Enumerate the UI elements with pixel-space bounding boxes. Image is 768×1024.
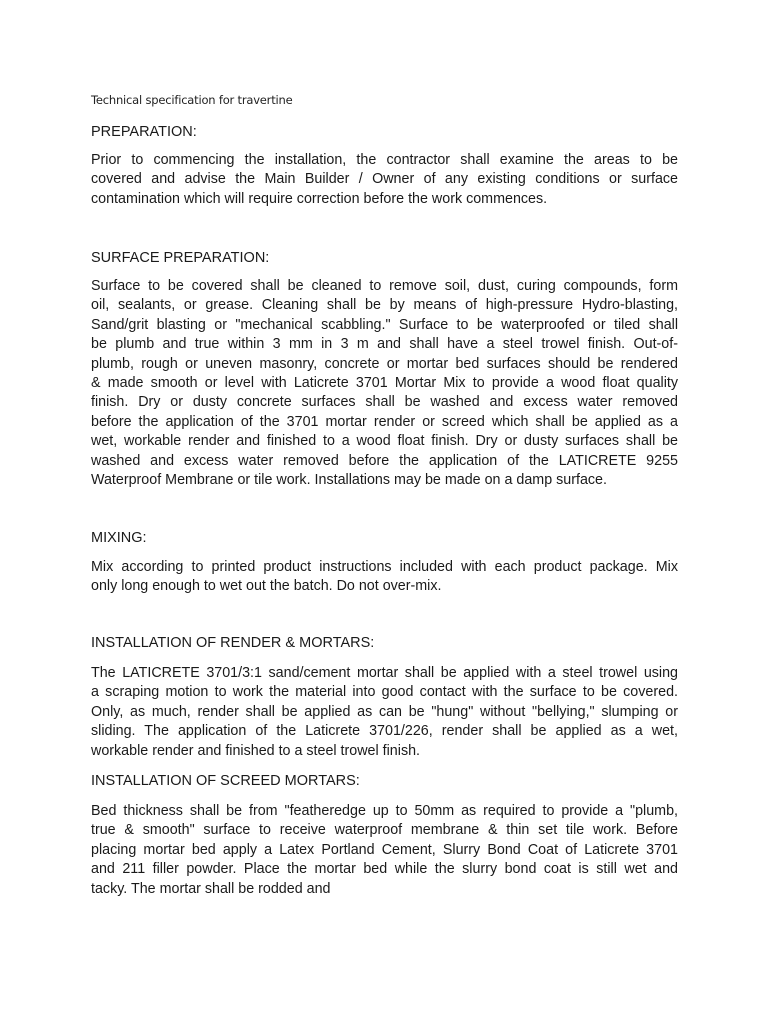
text-line: Sand/grit blasting or "mechanical scabbling." Surface to be waterproofed or tiled shall: [91, 316, 678, 333]
text-line: Mix according to printed product instructions included with each product package. Mix: [91, 559, 678, 575]
text-line: Bed thickness shall be from "featheredge up to 50mm as required to provide a "plumb,: [91, 803, 678, 819]
section-heading-preparation: PREPARATION:: [91, 124, 197, 140]
text-line: before the application of the 3701 mortar render or screed which shall be applied as a: [91, 413, 678, 430]
text-line: finish. Dry or dusty concrete surfaces shall be washed and excess water removed: [91, 394, 678, 411]
section-heading-mixing: MIXING:: [91, 530, 147, 546]
section-heading-render-mortars: INSTALLATION OF RENDER & MORTARS:: [91, 635, 375, 651]
text-line: wet, workable render and finished to a wood float finish. Dry or dusty surfaces shall be: [91, 433, 678, 450]
document-title: Technical specification for travertine: [91, 93, 293, 107]
text-line: be plumb and true within 3 mm in 3 m and shall have a steel trowel finish. Out-of-: [91, 336, 678, 353]
section-body-screed-mortars: [91, 802, 678, 899]
text-line: placing mortar bed apply a Latex Portland Cement, Slurry Bond Coat of Laticrete 3701: [91, 841, 678, 858]
text-line: sliding. The application of the Laticrete 3701/226, render shall be applied as a wet,: [91, 723, 678, 740]
text-line: true & smooth" surface to receive waterproof membrane & thin set tile work. Before: [91, 822, 678, 839]
text-line: a scraping motion to work the material into good contact with the surface to be covered.: [91, 684, 678, 701]
text-line: plumb, rough or uneven masonry, concrete or mortar bed surfaces should be rendered: [91, 355, 678, 372]
section-body-preparation: [91, 151, 678, 209]
text-line: Only, as much, render shall be applied as can be "hung" without "bellying," slumping or: [91, 703, 678, 720]
text-line: washed and excess water removed before the application of the LATICRETE 9255: [91, 452, 678, 469]
section-body-surface-preparation: [91, 277, 678, 490]
text-line: Waterproof Membrane or tile work. Installations may be made on a damp surface.: [91, 471, 607, 488]
text-line: workable render and finished to a steel trowel finish.: [91, 742, 421, 759]
text-line: Prior to commencing the installation, the contractor shall examine the areas to be: [91, 152, 678, 168]
section-heading-surface-preparation: SURFACE PREPARATION:: [91, 250, 270, 266]
section-body-render-mortars: [91, 664, 678, 761]
text-line: tacky. The mortar shall be rodded and: [91, 880, 331, 897]
section-heading-screed-mortars: INSTALLATION OF SCREED MORTARS:: [91, 773, 360, 789]
text-line: only long enough to wet out the batch. Do not over-mix.: [91, 578, 442, 595]
text-line: oil, sealants, or grease. Cleaning shall be by means of high-pressure Hydro-blasting,: [91, 297, 678, 314]
text-line: The LATICRETE 3701/3:1 sand/cement mortar shall be applied with a steel trowel using: [91, 665, 678, 681]
text-line: & made smooth or level with Laticrete 3701 Mortar Mix to provide a wood float quality: [91, 374, 678, 391]
text-line: and 211 filler powder. Place the mortar bed while the slurry bond coat is still wet and: [91, 861, 678, 878]
section-body-mixing: [91, 558, 678, 597]
text-line: Surface to be covered shall be cleaned to remove soil, dust, curing compounds, form: [91, 278, 678, 294]
text-line: contamination which will require correction before the work commences.: [91, 190, 548, 207]
text-line: covered and advise the Main Builder / Owner of any existing conditions or surface: [91, 171, 678, 188]
